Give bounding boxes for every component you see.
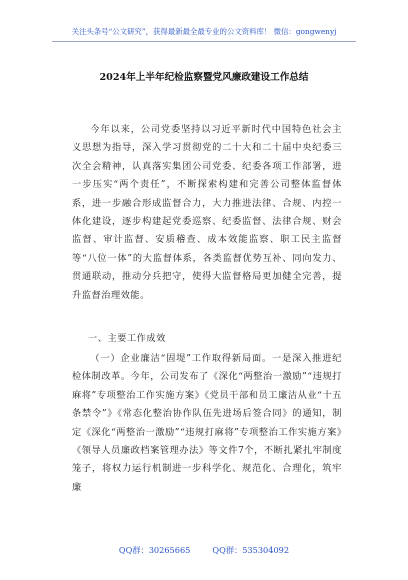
section-heading-main-results: 一、主要工作成效 <box>88 333 166 344</box>
footer-qq-group-2: QQ群：535304092 <box>212 545 290 555</box>
footer-qq-groups <box>0 545 408 556</box>
body-paragraph-intro: 今年以来，公司党委坚持以习近平新时代中国特色社会主义思想为指导，深入学习贯彻党的二十大和二十届中央纪委三次全会精神，认真落实集团公司党委、纪委各项工作部署，进一步压实“两个责任”，不断探索构建和完善公司整体监督体系，进一步融合形成监督合力，大力推进法律、合规、内控一体化建设，逐步构建起党委巡察、纪委监督、法律合规、财会监督、审计监督、安质稽查、成本效能监察、职工民主监督等“八位一体”的大监督体系，各类监督优势互补、同向发力、贯通联动，推动分兵把守，使得大监督格局更加健全完善，提升监督治理效能。 <box>72 124 342 301</box>
document-title: 2024年上半年纪检监察暨党风廉政建设工作总结 <box>99 72 309 83</box>
body-paragraph-section-1: （一）企业廉洁“固堤”工作取得新局面。一是深入推进纪检体制改革。今年，公司发布了《深化“两整治一激励”“违规打麻将”专项整治工作实施方案》《党员干部和员工廉洁从业“十五条禁令”》《常态化整治协作队伍先进场后签合同》的通知，制定《深化“两整治一激励”“违规打麻将”专项整治工作实施方案》《领导人员廉政档案管理办法》等文件7个，不断扎紧扎牢制度笼子，将权力运行机制进一步科学化、规范化、合理化，筑牢廉 <box>72 353 342 493</box>
header-promo-note: 关注头条号“公文研究”，获得最新最全最专业的公文资料库！ 微信：gongwenyj <box>71 27 337 36</box>
footer-qq-group-1: QQ群：30265665 <box>118 545 191 555</box>
header-divider <box>52 41 356 42</box>
